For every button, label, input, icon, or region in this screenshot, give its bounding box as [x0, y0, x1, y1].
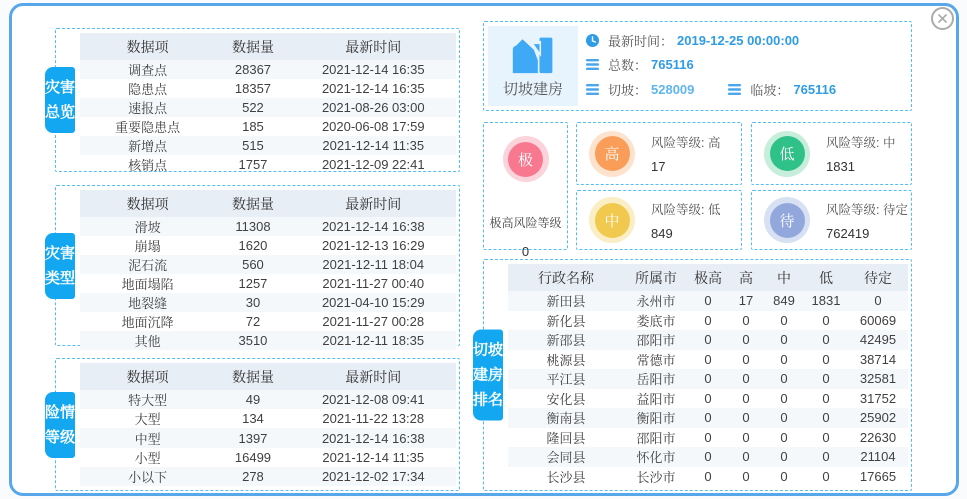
cell-data-item: 其他: [134, 334, 161, 349]
cell-medium: 0: [780, 312, 788, 328]
cell-admin-name: 会同县: [546, 450, 586, 466]
cell-data-count: 16499: [234, 449, 272, 465]
medium-badge-icon: [589, 197, 635, 243]
table-row: [80, 448, 456, 467]
table-row: [80, 155, 456, 174]
cell-data-count: 134: [242, 411, 264, 427]
header-data-item: 数据项: [126, 195, 169, 212]
cell-latest-time: 2021-11-27 00:28: [322, 314, 425, 329]
extreme-label: 极高风险等级: [489, 216, 562, 230]
cell-admin-name: 新田县: [546, 294, 586, 310]
cell-latest-time: 2021-12-11 18:35: [322, 333, 425, 348]
cell-medium: 0: [780, 468, 788, 484]
cell-high: 0: [742, 351, 750, 367]
cell-low: 0: [822, 371, 830, 387]
cell-medium: 0: [780, 332, 788, 348]
cell-latest-time: 2021-11-27 00:40: [322, 276, 425, 291]
risk-medium-card: [576, 190, 742, 250]
cell-data-item: 中型: [134, 431, 161, 447]
disaster-type-card: [45, 185, 460, 349]
cell-latest-time: 2021-11-22 13:28: [322, 411, 425, 427]
total-value: 765116: [651, 57, 694, 73]
table-row: [80, 255, 456, 274]
disaster-overview-table: [80, 33, 456, 173]
header-data-item: 数据项: [126, 38, 169, 55]
table-row: [80, 331, 456, 350]
header-data-count: 数据量: [231, 195, 274, 212]
slope-housing-ranking-card: [473, 259, 912, 491]
cell-medium: 0: [780, 390, 788, 406]
table-header: [80, 33, 456, 60]
pending-value: 762419: [826, 225, 870, 241]
cell-latest-time: 2021-12-08 09:41: [321, 392, 425, 408]
cell-latest-time: 2020-06-08 17:59: [321, 119, 425, 134]
cell-low: 0: [822, 468, 830, 484]
cell-medium: 0: [780, 351, 788, 367]
linpo-label: 临坡：: [750, 83, 790, 99]
table-header: [508, 264, 908, 291]
table-header: [80, 363, 456, 390]
cell-data-count: 11308: [235, 219, 271, 234]
table-row: [80, 136, 456, 155]
cell-data-item: 地面塌陷: [121, 277, 174, 292]
cell-admin-name: 平江县: [546, 372, 586, 388]
table-row: [80, 79, 456, 98]
pending-badge-char: 待: [770, 203, 805, 238]
low-value: 1831: [826, 159, 855, 174]
cell-data-item: 地裂缝: [128, 296, 168, 311]
header-latest-time: 最新时间: [345, 195, 402, 212]
table-body: [80, 60, 456, 174]
cell-extreme: 0: [704, 468, 712, 484]
cell-admin-name: 衡南县: [546, 411, 586, 427]
cell-low: 0: [822, 449, 830, 465]
cell-pending: 17665: [859, 468, 897, 484]
table-header: [80, 190, 456, 217]
cell-high: 0: [742, 410, 750, 426]
cell-data-count: 560: [242, 257, 264, 272]
cell-admin-name: 安化县: [546, 391, 586, 407]
slope-building-icon: [507, 36, 559, 78]
cell-city: 衡阳市: [636, 411, 676, 427]
cell-data-count: 1757: [238, 157, 268, 172]
latest-time-value: 2019-12-25 00:00:00: [677, 32, 800, 48]
cell-extreme: 0: [704, 390, 712, 406]
cell-city: 常德市: [636, 352, 676, 368]
cell-low: 0: [822, 332, 830, 348]
disaster-overview-card: [45, 28, 460, 173]
cell-high: 0: [742, 371, 750, 387]
table-row: [80, 236, 456, 255]
cell-data-item: 重要隐患点: [115, 120, 181, 135]
disaster-type-tab: 灾害类型: [45, 233, 75, 299]
header-latest-time: 最新时间: [345, 38, 402, 55]
cell-city: 邵阳市: [636, 333, 676, 349]
ranking-row: [508, 291, 908, 311]
qiepo-label: 切坡：: [608, 83, 648, 99]
cell-medium: 0: [780, 371, 788, 387]
cell-city: 岳阳市: [636, 372, 676, 388]
table-row: [80, 312, 456, 331]
cell-latest-time: 2021-12-13 16:29: [321, 238, 425, 253]
cell-data-count: 185: [242, 119, 264, 134]
cell-medium: 849: [773, 293, 795, 309]
low-badge-icon: [764, 131, 810, 177]
ranking-row: [508, 350, 908, 370]
disaster-type-table: [80, 190, 456, 349]
cell-pending: 60069: [859, 312, 897, 328]
table-row: [80, 60, 456, 79]
cell-low: 0: [822, 390, 830, 406]
header-city: 所属市: [635, 269, 677, 286]
medium-badge-char: 中: [595, 203, 630, 238]
close-icon: [936, 12, 949, 25]
cell-extreme: 0: [704, 351, 712, 367]
risk-extreme-card: [483, 122, 568, 259]
cell-data-item: 特大型: [128, 393, 168, 409]
high-badge-icon: [589, 131, 635, 177]
cell-extreme: 0: [704, 410, 712, 426]
list-icon: [586, 84, 599, 95]
slope-housing-ranking-tab: 切坡建房排名: [473, 330, 503, 421]
ranking-row: [508, 447, 908, 467]
extreme-badge-char: 极: [508, 142, 543, 177]
table-row: [80, 428, 456, 447]
cell-low: 0: [822, 351, 830, 367]
cell-latest-time: 2021-12-14 16:38: [321, 219, 425, 234]
ranking-row: [508, 330, 908, 350]
low-label: 风险等级: 中: [826, 136, 896, 150]
cell-data-count: 28367: [234, 62, 272, 77]
cell-data-count: 3510: [238, 333, 268, 348]
cell-high: 0: [742, 390, 750, 406]
cell-data-count: 1397: [238, 430, 268, 446]
cell-low: 0: [822, 312, 830, 328]
header-data-count: 数据量: [231, 38, 274, 55]
cell-city: 长沙市: [636, 469, 676, 485]
cell-pending: 21104: [860, 449, 896, 465]
cell-data-count: 30: [245, 295, 261, 310]
close-button[interactable]: [931, 7, 954, 30]
cell-data-item: 滑坡: [134, 220, 161, 235]
table-body: [80, 390, 456, 486]
slope-housing-summary-card: [483, 21, 912, 111]
cell-pending: 22630: [859, 429, 897, 445]
cell-data-item: 大型: [134, 412, 161, 428]
ranking-row: [508, 311, 908, 331]
cell-low: 0: [822, 410, 830, 426]
pending-label: 风险等级: 待定: [826, 202, 908, 217]
total-row: [586, 55, 903, 74]
ranking-row: [508, 467, 908, 487]
cell-extreme: 0: [704, 293, 712, 309]
cell-high: 0: [742, 468, 750, 484]
ranking-row: [508, 389, 908, 409]
table-row: [80, 293, 456, 312]
cell-admin-name: 隆回县: [546, 430, 586, 446]
table-row: [80, 98, 456, 117]
cell-admin-name: 桃源县: [546, 352, 586, 368]
cell-data-item: 崩塌: [134, 239, 161, 254]
danger-level-tab: 险情等级: [45, 392, 75, 458]
cell-data-item: 调查点: [128, 63, 168, 78]
cell-latest-time: 2021-12-14 16:35: [321, 81, 425, 96]
latest-time-row: [586, 31, 903, 50]
cell-data-item: 地面沉降: [121, 315, 174, 330]
cell-latest-time: 2021-12-14 11:35: [322, 449, 425, 465]
ranking-row: [508, 428, 908, 448]
header-admin-name: 行政名称: [538, 269, 594, 286]
cell-latest-time: 2021-04-10 15:29: [321, 295, 425, 310]
danger-level-card: [45, 358, 460, 491]
extreme-value: 0: [521, 244, 530, 259]
cell-data-item: 小以下: [128, 469, 168, 485]
cell-data-item: 核销点: [128, 158, 168, 173]
cell-data-item: 新增点: [128, 139, 168, 154]
header-high: 高: [739, 269, 753, 286]
summary-title: 切坡建房: [502, 81, 563, 98]
cell-data-count: 278: [242, 468, 264, 484]
cell-extreme: 0: [704, 312, 712, 328]
cell-extreme: 0: [704, 371, 712, 387]
table-row: [80, 117, 456, 136]
header-extreme: 极高: [694, 269, 722, 286]
risk-high-card: [576, 122, 742, 185]
cell-low: 0: [822, 429, 830, 445]
header-data-item: 数据项: [126, 368, 169, 385]
header-latest-time: 最新时间: [345, 368, 402, 385]
cell-city: 娄底市: [636, 313, 676, 329]
low-badge-char: 低: [770, 136, 805, 171]
high-badge-char: 高: [595, 136, 630, 171]
extreme-badge-icon: [503, 136, 549, 182]
medium-label: 风险等级: 低: [651, 202, 721, 217]
clock-icon: [586, 34, 599, 47]
cell-pending: 32581: [859, 371, 897, 387]
list-icon: [586, 59, 599, 70]
cell-data-item: 速报点: [128, 101, 168, 116]
cell-city: 益阳市: [636, 391, 676, 407]
table-body: [508, 291, 908, 486]
cell-latest-time: 2021-12-14 16:38: [321, 430, 425, 446]
cell-data-count: 18357: [234, 81, 272, 96]
table-row: [80, 409, 456, 428]
header-low: 低: [819, 269, 833, 286]
cell-pending: 38714: [859, 351, 897, 367]
cell-city: 邵阳市: [636, 430, 676, 446]
high-value: 17: [651, 159, 666, 174]
cell-latest-time: 2021-12-02 17:34: [321, 468, 425, 484]
disaster-overview-tab: 灾害总览: [45, 67, 75, 133]
cell-city: 怀化市: [636, 450, 676, 466]
ranking-row: [508, 408, 908, 428]
cell-latest-time: 2021-08-26 03:00: [321, 100, 425, 115]
cell-medium: 0: [780, 429, 788, 445]
cell-pending: 42495: [859, 332, 897, 348]
cell-data-count: 49: [245, 392, 261, 408]
danger-level-table: [80, 363, 456, 486]
header-pending: 待定: [864, 269, 892, 286]
cell-low: 1831: [811, 293, 841, 309]
cell-data-item: 泥石流: [128, 258, 168, 273]
cell-latest-time: 2021-12-14 16:35: [321, 62, 425, 77]
cell-data-item: 小型: [134, 450, 161, 466]
cell-latest-time: 2021-12-11 18:04: [322, 257, 425, 272]
cell-medium: 0: [780, 410, 788, 426]
cell-data-count: 1257: [238, 276, 268, 291]
table-row: [80, 274, 456, 293]
cell-high: 0: [742, 429, 750, 445]
cell-admin-name: 新邵县: [546, 333, 586, 349]
table-row: [80, 467, 456, 486]
ranking-table: [508, 264, 908, 486]
risk-low-card: [751, 122, 912, 185]
linpo-group: [728, 80, 836, 99]
cell-extreme: 0: [704, 332, 712, 348]
cell-high: 0: [742, 332, 750, 348]
cell-latest-time: 2021-12-14 11:35: [322, 138, 425, 153]
cell-data-item: 隐患点: [128, 82, 168, 97]
cell-pending: 0: [874, 293, 882, 309]
ranking-row: [508, 369, 908, 389]
cell-high: 0: [742, 312, 750, 328]
cell-data-count: 522: [242, 100, 264, 115]
list-icon: [728, 84, 741, 95]
cell-pending: 31752: [859, 390, 897, 406]
table-row: [80, 390, 456, 409]
cell-high: 17: [738, 293, 754, 309]
header-medium: 中: [777, 269, 791, 286]
pending-badge-icon: [764, 197, 810, 243]
summary-stats: [586, 28, 903, 102]
cell-extreme: 0: [704, 429, 712, 445]
cell-latest-time: 2021-12-09 22:41: [321, 157, 425, 172]
table-body: [80, 217, 456, 350]
qiepo-value: 528009: [651, 82, 695, 98]
latest-time-label: 最新时间：: [608, 33, 674, 49]
slope-housing-logo-box: [488, 26, 578, 106]
total-label: 总数：: [608, 58, 648, 74]
cell-data-count: 72: [245, 314, 261, 329]
cell-data-count: 1620: [238, 238, 268, 253]
cell-admin-name: 新化县: [546, 313, 586, 329]
cell-admin-name: 长沙县: [546, 469, 586, 485]
cell-pending: 25902: [859, 410, 897, 426]
high-label: 风险等级: 高: [651, 136, 721, 150]
cell-high: 0: [742, 449, 750, 465]
header-data-count: 数据量: [231, 368, 274, 385]
medium-value: 849: [651, 225, 673, 241]
linpo-value: 765116: [793, 82, 837, 98]
cell-data-count: 515: [242, 138, 264, 153]
cell-extreme: 0: [704, 449, 712, 465]
cell-city: 永州市: [636, 294, 676, 310]
cell-medium: 0: [780, 449, 788, 465]
table-row: [80, 217, 456, 236]
slope-counts-row: [586, 80, 903, 99]
risk-pending-card: [751, 190, 912, 250]
